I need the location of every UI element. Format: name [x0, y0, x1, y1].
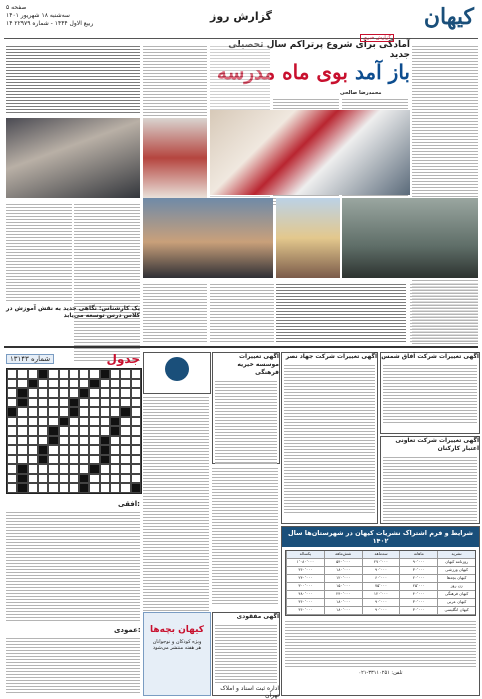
- center-ad-2-title: آگهی تغییرات: [238, 353, 279, 360]
- table-row: [286, 599, 475, 607]
- crossword-cell[interactable]: [131, 398, 141, 408]
- crossword-cell[interactable]: [28, 464, 38, 474]
- crossword-cell[interactable]: [69, 379, 79, 389]
- table-cell: ۹۰٬۰۰۰: [362, 599, 400, 606]
- ad-right-block-1: [281, 352, 378, 524]
- table-cell: ۳۶۰٬۰۰۰: [286, 567, 324, 574]
- crossword-cell[interactable]: [100, 426, 110, 436]
- lead-headline-part2: بوی ماه مدرسه: [216, 60, 348, 84]
- crossword-cell[interactable]: [48, 474, 58, 484]
- crossword-cell[interactable]: [59, 407, 69, 417]
- crossword-cell[interactable]: [28, 388, 38, 398]
- crossword-grid[interactable]: [6, 368, 142, 494]
- crossword-cell[interactable]: [38, 455, 48, 465]
- crossword-cell[interactable]: [69, 436, 79, 446]
- crossword-cell[interactable]: [69, 464, 79, 474]
- crossword-cell[interactable]: [17, 464, 27, 474]
- crossword-cell[interactable]: [48, 426, 58, 436]
- crossword-cell[interactable]: [131, 388, 141, 398]
- crossword-cell[interactable]: [131, 407, 141, 417]
- crossword-cell[interactable]: [100, 379, 110, 389]
- crossword-cell[interactable]: [120, 369, 130, 379]
- crossword-cell[interactable]: [110, 436, 120, 446]
- date-line: سه‌شنبه ۱۸ شهریور ۱۴۰۱: [6, 12, 70, 19]
- notice-left-text: [215, 623, 277, 683]
- masthead-divider: [4, 38, 478, 39]
- crossword-cell[interactable]: [100, 483, 110, 493]
- table-cell: نشریه: [437, 551, 475, 558]
- table-cell: ۹۰٬۰۰۰: [399, 559, 437, 566]
- crossword-cell[interactable]: [7, 417, 17, 427]
- crossword-cell[interactable]: [48, 388, 58, 398]
- crossword-cell[interactable]: [59, 417, 69, 427]
- crossword-cell[interactable]: [59, 398, 69, 408]
- crossword-cell[interactable]: [69, 483, 79, 493]
- crossword-cell[interactable]: [59, 436, 69, 446]
- crossword-cell[interactable]: [131, 379, 141, 389]
- page-label: صفحه ۵: [6, 4, 27, 11]
- crossword-cell[interactable]: [100, 417, 110, 427]
- crossword-cell[interactable]: [38, 417, 48, 427]
- table-row: [286, 575, 475, 583]
- lead-kicker: آمادگی برای شروع پرتراکم سال تحصیلی جدید: [228, 40, 410, 60]
- crossword-cell[interactable]: [131, 369, 141, 379]
- crossword-cell[interactable]: [59, 426, 69, 436]
- crossword-cell[interactable]: [7, 407, 17, 417]
- side-story-intro: [6, 44, 140, 114]
- crossword-cell[interactable]: [110, 417, 120, 427]
- crossword-cell[interactable]: [89, 455, 99, 465]
- table-row: [286, 591, 475, 599]
- kayhan-kids-sub: هر هفته منتشر می‌شود: [152, 645, 202, 651]
- crossword-cell[interactable]: [120, 388, 130, 398]
- crossword-cell[interactable]: [38, 445, 48, 455]
- table-row: [286, 567, 475, 575]
- crossword-cell[interactable]: [100, 445, 110, 455]
- crossword-cell[interactable]: [100, 464, 110, 474]
- masthead-logo: کیهان: [423, 4, 474, 30]
- subscription-table: [285, 550, 476, 616]
- crossword-cell[interactable]: [79, 483, 89, 493]
- crossword-cell[interactable]: [120, 483, 130, 493]
- ad-right-3-text: [383, 455, 477, 523]
- crossword-cell[interactable]: [38, 436, 48, 446]
- crossword-cell[interactable]: [89, 436, 99, 446]
- crossword-title: جدول: [106, 352, 140, 366]
- main-photo-schoolgirls: [210, 110, 410, 195]
- crossword-cell[interactable]: [38, 474, 48, 484]
- crossword-cell[interactable]: [131, 483, 141, 493]
- crossword-cell[interactable]: [79, 455, 89, 465]
- table-cell: ۱۸۰٬۰۰۰: [324, 599, 362, 606]
- crossword-cell[interactable]: [131, 455, 141, 465]
- crossword-cell[interactable]: [120, 436, 130, 446]
- ad-right-1-text: [284, 363, 375, 513]
- crossword-cell[interactable]: [17, 379, 27, 389]
- crossword-cell[interactable]: [69, 369, 79, 379]
- crossword-horizontal-label: افقی:: [118, 500, 140, 508]
- lower-text-col-3: [410, 282, 478, 342]
- crossword-cell[interactable]: [38, 483, 48, 493]
- crossword-cell[interactable]: [110, 455, 120, 465]
- crossword-cell[interactable]: [120, 398, 130, 408]
- crossword-vertical-label: عمودی:: [114, 626, 141, 634]
- crossword-cell[interactable]: [17, 483, 27, 493]
- crossword-cell[interactable]: [69, 388, 79, 398]
- lower-text-col-2: [210, 282, 274, 342]
- company-logo-icon: [165, 357, 189, 381]
- crossword-cell[interactable]: [89, 474, 99, 484]
- crossword-cell[interactable]: [7, 483, 17, 493]
- crossword-cell[interactable]: [79, 407, 89, 417]
- table-cell: ۵۴۰٬۰۰۰: [324, 559, 362, 566]
- crossword-cell[interactable]: [100, 474, 110, 484]
- table-cell: روزنامه کیهان: [437, 559, 475, 566]
- crossword-cell[interactable]: [110, 379, 120, 389]
- crossword-cell[interactable]: [48, 464, 58, 474]
- notice-left: [212, 612, 280, 699]
- notice-left-footer: اداره ثبت اسناد و املاک تهران: [220, 685, 279, 699]
- ad-right-2-title: آگهی تغییرات شرکت آفاق شمس: [381, 353, 479, 360]
- table-cell: ۲۰٬۰۰۰: [399, 575, 437, 582]
- crossword-cell[interactable]: [38, 398, 48, 408]
- crossword-cell[interactable]: [100, 388, 110, 398]
- table-row: [286, 607, 475, 615]
- crossword-number: شماره ۱۳۱۴۳: [6, 354, 54, 364]
- crossword-cell[interactable]: [89, 379, 99, 389]
- crossword-cell[interactable]: [120, 445, 130, 455]
- crossword-cell[interactable]: [59, 455, 69, 465]
- crossword-cell[interactable]: [89, 483, 99, 493]
- crossword-cell[interactable]: [7, 436, 17, 446]
- crossword-cell[interactable]: [7, 464, 17, 474]
- table-cell: ۱۵۰٬۰۰۰: [324, 583, 362, 590]
- crossword-cell[interactable]: [79, 379, 89, 389]
- table-cell: ۳۰٬۰۰۰: [399, 599, 437, 606]
- table-cell: ۴۸۰٬۰۰۰: [286, 591, 324, 598]
- crossword-cell[interactable]: [17, 426, 27, 436]
- crossword-cell[interactable]: [28, 407, 38, 417]
- crossword-cell[interactable]: [28, 483, 38, 493]
- crossword-cell[interactable]: [59, 445, 69, 455]
- crossword-cell[interactable]: [100, 455, 110, 465]
- crossword-cell[interactable]: [48, 369, 58, 379]
- table-cell: ۷۵٬۰۰۰: [362, 583, 400, 590]
- crossword-cell[interactable]: [28, 379, 38, 389]
- lower-text-col-1: [143, 282, 207, 342]
- crossword-cell[interactable]: [17, 445, 27, 455]
- crossword-cell[interactable]: [28, 417, 38, 427]
- crossword-cell[interactable]: [7, 398, 17, 408]
- crossword-header: [6, 352, 140, 366]
- crossword-cell[interactable]: [17, 417, 27, 427]
- crossword-cell[interactable]: [110, 407, 120, 417]
- crossword-cell[interactable]: [48, 445, 58, 455]
- crossword-cell[interactable]: [69, 407, 79, 417]
- crossword-cell[interactable]: [28, 455, 38, 465]
- crossword-cell[interactable]: [120, 426, 130, 436]
- crossword-cell[interactable]: [69, 417, 79, 427]
- crossword-cell[interactable]: [79, 426, 89, 436]
- table-cell: ۳۰٬۰۰۰: [399, 607, 437, 614]
- kayhan-kids-tagline: ویژه کودکان و نوجوانان: [152, 639, 202, 645]
- table-row: [286, 583, 475, 591]
- crossword-cell[interactable]: [79, 369, 89, 379]
- crossword-cell[interactable]: [100, 398, 110, 408]
- table-cell: کیهان ورزشی: [437, 567, 475, 574]
- crossword-cell[interactable]: [79, 388, 89, 398]
- table-cell: ۳۶۰٬۰۰۰: [286, 599, 324, 606]
- crossword-cell[interactable]: [89, 407, 99, 417]
- crossword-cell[interactable]: [120, 379, 130, 389]
- subscription-title: شرایط و فرم اشتراک نشریات کیهان در شهرستان‌ها سال ۱۴۰۲: [282, 527, 479, 547]
- crossword-cell[interactable]: [89, 398, 99, 408]
- crossword-cell[interactable]: [38, 407, 48, 417]
- crossword-cell[interactable]: [120, 455, 130, 465]
- ad-right-block-2: [380, 352, 480, 434]
- crossword-cell[interactable]: [69, 474, 79, 484]
- table-cell: ۱۲۰٬۰۰۰: [362, 591, 400, 598]
- crossword-cell[interactable]: [48, 398, 58, 408]
- table-cell: ۲۴۰٬۰۰۰: [286, 575, 324, 582]
- crossword-cell[interactable]: [89, 417, 99, 427]
- lead-byline: محمدرضا صالحی: [340, 90, 382, 96]
- crossword-cell[interactable]: [7, 445, 17, 455]
- notice-left-title: آگهی مفقودی: [236, 613, 279, 620]
- subscription-phone: تلفن: ۳۳۱۱۰۲۵۱-۰۲۱: [358, 670, 403, 676]
- table-cell: ۱٬۰۸۰٬۰۰۰: [286, 559, 324, 566]
- table-cell: شش‌ماهه: [324, 551, 362, 558]
- crossword-cell[interactable]: [89, 369, 99, 379]
- crossword-cell[interactable]: [89, 426, 99, 436]
- crossword-cell[interactable]: [48, 379, 58, 389]
- table-row: [286, 559, 475, 567]
- crossword-cell[interactable]: [38, 426, 48, 436]
- crossword-cell[interactable]: [131, 445, 141, 455]
- ad-right-2-text: [383, 363, 477, 425]
- crossword-cell[interactable]: [110, 445, 120, 455]
- table-cell: کیهان فرهنگی: [437, 591, 475, 598]
- crossword-cell[interactable]: [48, 407, 58, 417]
- table-cell: ۲۴۰٬۰۰۰: [324, 591, 362, 598]
- crossword-cell[interactable]: [110, 474, 120, 484]
- issue-info: [6, 4, 93, 28]
- kayhan-kids-ad: [143, 612, 211, 696]
- center-ad-3-text: [212, 466, 278, 606]
- center-ad-2: [212, 352, 280, 464]
- crossword-cell[interactable]: [79, 464, 89, 474]
- crossword-cell[interactable]: [120, 417, 130, 427]
- crossword-cell[interactable]: [59, 474, 69, 484]
- crossword-cell[interactable]: [110, 369, 120, 379]
- crossword-cell[interactable]: [17, 455, 27, 465]
- photo-students-flags: [143, 198, 273, 278]
- table-cell: کیهان انگلیسی: [437, 607, 475, 614]
- section-title: گزارش روز: [210, 10, 272, 23]
- lead-tag: گزارش خبری: [360, 34, 394, 42]
- table-cell: کیهان عربی: [437, 599, 475, 606]
- crossword-cell[interactable]: [59, 388, 69, 398]
- crossword-cell[interactable]: [100, 436, 110, 446]
- lead-headline-part1: باز آمد: [354, 60, 410, 84]
- crossword-cell[interactable]: [17, 369, 27, 379]
- crossword-cell[interactable]: [110, 464, 120, 474]
- crossword-cell[interactable]: [131, 436, 141, 446]
- crossword-cell[interactable]: [110, 398, 120, 408]
- table-cell: ۱۲۰٬۰۰۰: [324, 575, 362, 582]
- crossword-cell[interactable]: [100, 407, 110, 417]
- crossword-cell[interactable]: [38, 379, 48, 389]
- crossword-cell[interactable]: [17, 407, 27, 417]
- crossword-cell[interactable]: [48, 483, 58, 493]
- center-ad-2-text: [215, 379, 277, 464]
- crossword-cell[interactable]: [69, 455, 79, 465]
- crossword-cell[interactable]: [17, 474, 27, 484]
- crossword-cell[interactable]: [38, 388, 48, 398]
- kayhan-kids-title: کیهان بچه‌ها: [150, 625, 204, 635]
- crossword-cell[interactable]: [110, 388, 120, 398]
- center-ad-text-1: [143, 395, 209, 620]
- crossword-cell[interactable]: [7, 379, 17, 389]
- crossword-cell[interactable]: [17, 398, 27, 408]
- table-cell: یکساله: [286, 551, 324, 558]
- crossword-cell[interactable]: [69, 445, 79, 455]
- crossword-cell[interactable]: [79, 398, 89, 408]
- crossword-cell[interactable]: [131, 426, 141, 436]
- subscription-box: [281, 526, 480, 696]
- crossword-cell[interactable]: [48, 455, 58, 465]
- crossword-cell[interactable]: [59, 369, 69, 379]
- side-text-column-1: [74, 202, 140, 362]
- crossword-cell[interactable]: [120, 407, 130, 417]
- crossword-cell[interactable]: [28, 369, 38, 379]
- crossword-cell[interactable]: [59, 483, 69, 493]
- crossword-cell[interactable]: [69, 398, 79, 408]
- photo-schoolyard: [342, 198, 478, 278]
- subscription-form-fields[interactable]: [285, 619, 476, 667]
- middle-photo: [143, 118, 207, 198]
- crossword-cell[interactable]: [59, 379, 69, 389]
- ad-right-3-title: آگهی تغییرات شرکت تعاونی اعتبار کارکنان: [395, 437, 479, 452]
- photo-child-flag: [276, 198, 340, 278]
- crossword-cell[interactable]: [89, 388, 99, 398]
- crossword-vertical-clues: [6, 636, 140, 694]
- crossword-cell[interactable]: [79, 417, 89, 427]
- crossword-cell[interactable]: [48, 417, 58, 427]
- table-cell: ۱۸۰٬۰۰۰: [324, 567, 362, 574]
- table-cell: ۴۰٬۰۰۰: [399, 591, 437, 598]
- side-photo-ceremony: [6, 118, 140, 198]
- table-cell: ماهانه: [399, 551, 437, 558]
- crossword-cell[interactable]: [79, 474, 89, 484]
- table-cell: سه‌ماهه: [362, 551, 400, 558]
- ads-divider: [4, 346, 478, 348]
- crossword-cell[interactable]: [17, 436, 27, 446]
- crossword-cell[interactable]: [7, 474, 17, 484]
- table-cell: ۳۶۰٬۰۰۰: [286, 607, 324, 614]
- table-cell: ۳۰۰٬۰۰۰: [286, 583, 324, 590]
- table-cell: ۳۰٬۰۰۰: [399, 567, 437, 574]
- crossword-cell[interactable]: [38, 369, 48, 379]
- crossword-cell[interactable]: [28, 398, 38, 408]
- caption-block: [276, 282, 406, 342]
- crossword-cell[interactable]: [110, 483, 120, 493]
- crossword-cell[interactable]: [28, 436, 38, 446]
- crossword-cell[interactable]: [28, 445, 38, 455]
- crossword-cell[interactable]: [79, 436, 89, 446]
- ad-right-1-title: آگهی تغییرات شرکت جهاد نصر: [285, 353, 377, 360]
- crossword-cell[interactable]: [131, 464, 141, 474]
- crossword-cell[interactable]: [17, 388, 27, 398]
- crossword-cell[interactable]: [131, 474, 141, 484]
- table-cell: ۹۰٬۰۰۰: [362, 607, 400, 614]
- center-ad-logo-box: [143, 352, 211, 394]
- ad-right-block-3: [380, 436, 480, 524]
- side-story-headline: یک کارشناس: نگاهی جدید به نقش آموزش در کلاس درس توسعه می‌یابد: [6, 305, 140, 319]
- crossword-cell[interactable]: [89, 445, 99, 455]
- table-cell: ۹۰٬۰۰۰: [362, 567, 400, 574]
- crossword-cell[interactable]: [59, 464, 69, 474]
- table-header-row: [286, 551, 475, 559]
- crossword-cell[interactable]: [7, 426, 17, 436]
- table-cell: زن روز: [437, 583, 475, 590]
- side-text-column-2: [6, 202, 72, 302]
- crossword-cell[interactable]: [120, 474, 130, 484]
- crossword-cell[interactable]: [28, 474, 38, 484]
- crossword-cell[interactable]: [28, 426, 38, 436]
- crossword-cell[interactable]: [7, 455, 17, 465]
- crossword-cell[interactable]: [110, 426, 120, 436]
- crossword-horizontal-clues: [6, 510, 140, 622]
- table-cell: کیهان بچه‌ها: [437, 575, 475, 582]
- center-ad-2-company: موسسه خیریه فرهنگی: [237, 361, 279, 376]
- crossword-cell[interactable]: [120, 464, 130, 474]
- crossword-cell[interactable]: [7, 369, 17, 379]
- crossword-cell[interactable]: [89, 464, 99, 474]
- crossword-cell[interactable]: [100, 369, 110, 379]
- crossword-cell[interactable]: [38, 464, 48, 474]
- table-cell: ۱۸۰٬۰۰۰: [324, 607, 362, 614]
- crossword-cell[interactable]: [69, 426, 79, 436]
- table-cell: ۲۷۰٬۰۰۰: [362, 559, 400, 566]
- table-cell: ۲۵٬۰۰۰: [399, 583, 437, 590]
- crossword-cell[interactable]: [131, 417, 141, 427]
- crossword-cell[interactable]: [7, 388, 17, 398]
- crossword-cell[interactable]: [79, 445, 89, 455]
- crossword-cell[interactable]: [48, 436, 58, 446]
- table-cell: ۶۰٬۰۰۰: [362, 575, 400, 582]
- issue-line: ۱۴ ربیع الاول ۱۴۴۴ - شماره ۲۲۹۷۹: [6, 20, 94, 27]
